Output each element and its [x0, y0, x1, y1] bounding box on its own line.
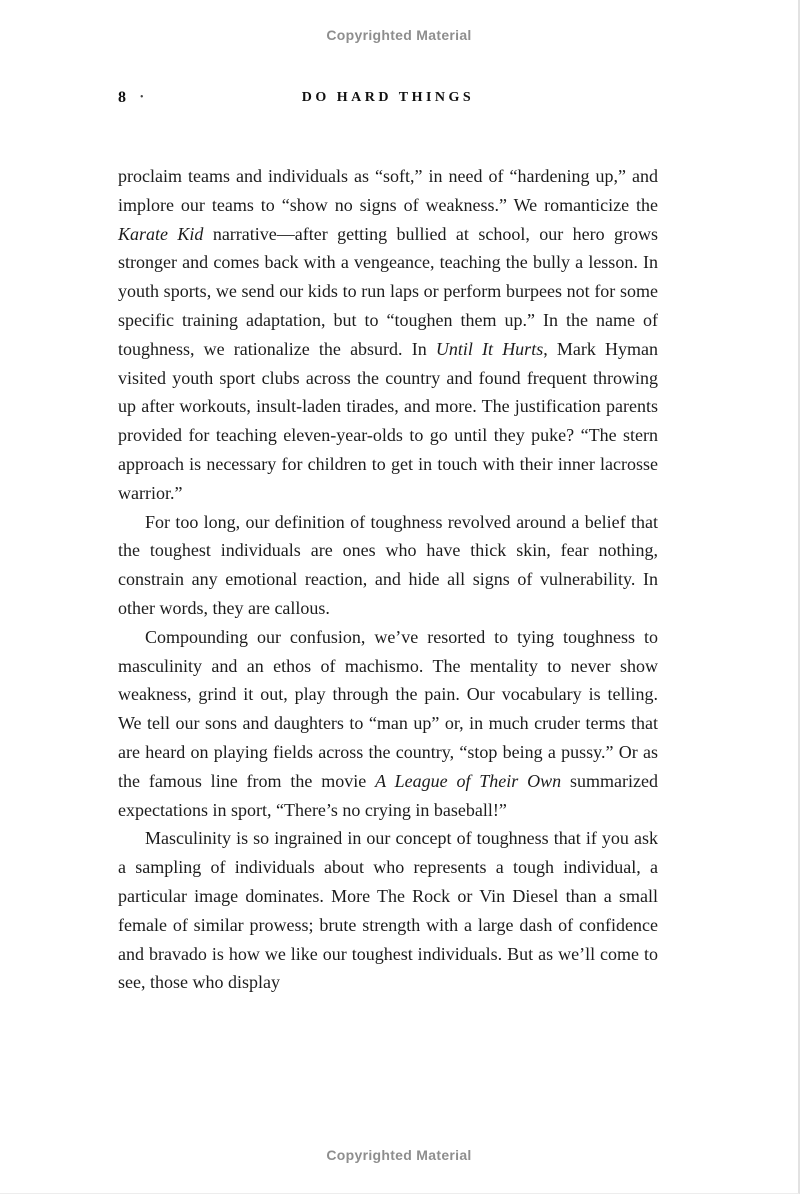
- page-header: [118, 89, 658, 111]
- page-number: 8: [118, 89, 126, 106]
- text-segment: narrative—after getting bullied at school, our hero grows stronger and comes back with a vengeance, teaching the bully a lesson. In youth sports, we send our kids to run laps or perform burpees not for some specific training adaptation, but to “toughen them up.” In the name of toughness, we rationalize the absurd. In: [118, 223, 659, 359]
- copyright-notice-top: Copyrighted Material: [326, 27, 472, 43]
- book-title-italic: Karate Kid: [118, 223, 204, 244]
- text-segment: Compounding our confusion, we’ve resorted to tying toughness to masculinity and an ethos of machismo. The mentality to never show weakness, grind it out, play through the pain. Our vocabulary is telling. We tell our sons and daughters to “man up” or, in much cruder terms that are heard on playing fields across the country, “stop being a pussy.” Or as the famous line from the movie: [118, 626, 658, 791]
- text-segment: For too long, our definition of toughness revolved around a belief that the toughest individuals are ones who have thick skin, fear nothing, constrain any emotional reaction, and hide all signs of vulnerability. In other words, they are callous.: [118, 511, 658, 618]
- paragraph: [118, 824, 658, 997]
- paragraph: [118, 623, 658, 825]
- bullet-separator: •: [140, 92, 144, 103]
- book-title-italic: A League of Their Own: [375, 770, 562, 791]
- text-segment: Masculinity is so ingrained in our concept of toughness that if you ask a sampling of individuals about who represents a tough individual, a particular image dominates. More The Rock or Vin Diesel than a small female of similar prowess; brute strength with a large dash of confidence and bravado is how we like our toughest individuals. But as we’ll come to see, those who display: [118, 828, 658, 993]
- text-segment: proclaim teams and individuals as “soft,” in need of “hardening up,” and implore our teams to “show no signs of weakness.” We romanticize the: [118, 166, 658, 215]
- body-text: [118, 162, 658, 997]
- text-segment: , Mark Hyman visited youth sport clubs across the country and found frequent throwing up after workouts, insult-laden tirades, and more. The justification parents provided for teaching eleven-year-olds to go until they puke? “The stern approach is necessary for children to get in touch with their inner lacrosse warrior.”: [118, 338, 658, 503]
- running-title: DO HARD THINGS: [301, 90, 475, 105]
- page-number-group: [118, 89, 144, 107]
- book-title-italic: Until It Hurts: [435, 338, 544, 359]
- copyright-notice-bottom: Copyrighted Material: [326, 1147, 472, 1163]
- paragraph: [118, 162, 658, 508]
- text-segment: summarized expectations in sport, “There’s no crying in baseball!”: [118, 770, 658, 820]
- paragraph: [118, 508, 658, 623]
